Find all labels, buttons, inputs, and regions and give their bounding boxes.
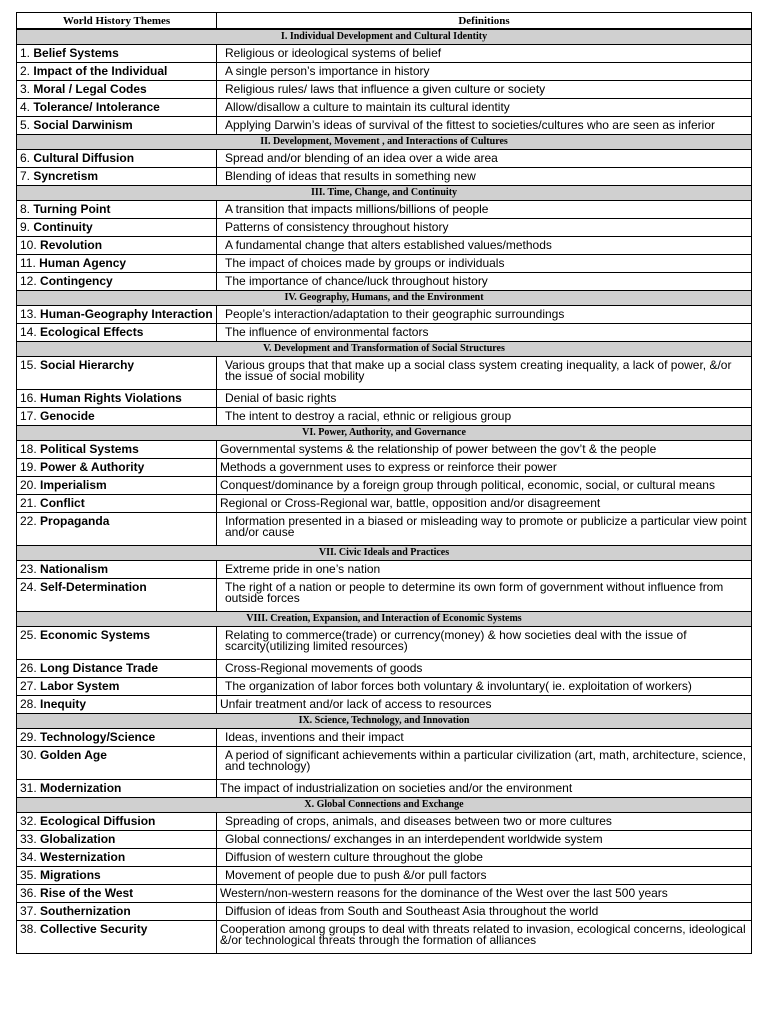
- theme-name: Impact of the Individual: [33, 64, 168, 78]
- definition-cell: The importance of chance/luck throughout history: [217, 273, 752, 291]
- section-title: IX. Science, Technology, and Innovation: [17, 714, 752, 729]
- theme-row: [17, 357, 752, 390]
- theme-cell: [17, 99, 217, 117]
- theme-row: [17, 660, 752, 678]
- definition-cell: A single person’s importance in history: [217, 63, 752, 81]
- theme-cell: [17, 903, 217, 921]
- theme-number: 36.: [20, 886, 37, 900]
- theme-cell: [17, 885, 217, 903]
- theme-cell: [17, 306, 217, 324]
- section-title: IV. Geography, Humans, and the Environment: [17, 291, 752, 306]
- definition-cell: Global connections/ exchanges in an interdependent worldwide system: [217, 831, 752, 849]
- theme-cell: [17, 780, 217, 798]
- theme-name: Collective Security: [40, 922, 148, 936]
- theme-cell: [17, 849, 217, 867]
- theme-name: Technology/Science: [40, 730, 156, 744]
- section-header-row: [17, 291, 752, 306]
- theme-row: [17, 579, 752, 612]
- definition-cell: Extreme pride in one’s nation: [217, 561, 752, 579]
- theme-row: [17, 495, 752, 513]
- theme-number: 14.: [20, 325, 37, 339]
- theme-name: Imperialism: [40, 478, 107, 492]
- theme-row: [17, 513, 752, 546]
- section-title: III. Time, Change, and Continuity: [17, 186, 752, 201]
- theme-cell: [17, 81, 217, 99]
- section-title: II. Development, Movement , and Interactions of Cultures: [17, 135, 752, 150]
- theme-name: Propaganda: [40, 514, 110, 528]
- theme-cell: [17, 201, 217, 219]
- theme-number: 28.: [20, 697, 37, 711]
- theme-cell: [17, 495, 217, 513]
- definition-cell: A period of significant achievements within a particular civilization (art, math, architecture, science, and technology): [217, 747, 752, 780]
- theme-row: [17, 921, 752, 954]
- theme-number: 23.: [20, 562, 37, 576]
- themes-document: [16, 12, 751, 954]
- theme-number: 16.: [20, 391, 37, 405]
- theme-row: [17, 849, 752, 867]
- theme-number: 13.: [20, 307, 37, 321]
- definition-cell: Spreading of crops, animals, and diseases between two or more cultures: [217, 813, 752, 831]
- theme-number: 5.: [20, 118, 31, 132]
- theme-name: Long Distance Trade: [40, 661, 159, 675]
- theme-row: [17, 477, 752, 495]
- theme-name: Human Agency: [39, 256, 127, 270]
- definition-cell: The organization of labor forces both voluntary & involuntary( ie. exploitation of workers): [217, 678, 752, 696]
- theme-number: 27.: [20, 679, 37, 693]
- theme-name: Ecological Diffusion: [40, 814, 156, 828]
- theme-number: 20.: [20, 478, 37, 492]
- theme-row: [17, 99, 752, 117]
- theme-name: Migrations: [40, 868, 101, 882]
- theme-column-header: World History Themes: [17, 13, 217, 30]
- theme-cell: [17, 921, 217, 954]
- definition-cell: Diffusion of ideas from South and Southeast Asia throughout the world: [217, 903, 752, 921]
- theme-row: [17, 219, 752, 237]
- theme-name: Syncretism: [33, 169, 99, 183]
- theme-cell: [17, 255, 217, 273]
- theme-name: Inequity: [40, 697, 87, 711]
- theme-number: 3.: [20, 82, 31, 96]
- definition-cell: Conquest/dominance by a foreign group through political, economic, social, or cultural means: [217, 477, 752, 495]
- section-title: VII. Civic Ideals and Practices: [17, 546, 752, 561]
- theme-number: 19.: [20, 460, 37, 474]
- theme-row: [17, 696, 752, 714]
- theme-row: [17, 273, 752, 291]
- header-row: [17, 13, 752, 30]
- theme-cell: [17, 729, 217, 747]
- theme-number: 33.: [20, 832, 37, 846]
- section-title: X. Global Connections and Exchange: [17, 798, 752, 813]
- theme-name: Turning Point: [33, 202, 111, 216]
- theme-number: 12.: [20, 274, 37, 288]
- definition-cell: The impact of industrialization on societies and/or the environment: [217, 780, 752, 798]
- theme-row: [17, 729, 752, 747]
- theme-name: Moral / Legal Codes: [33, 82, 147, 96]
- theme-number: 1.: [20, 46, 31, 60]
- theme-row: [17, 780, 752, 798]
- definition-cell: Blending of ideas that results in something new: [217, 168, 752, 186]
- theme-cell: [17, 219, 217, 237]
- theme-number: 18.: [20, 442, 37, 456]
- definition-cell: Religious or ideological systems of belief: [217, 45, 752, 63]
- theme-cell: [17, 45, 217, 63]
- definition-cell: A transition that impacts millions/billions of people: [217, 201, 752, 219]
- theme-cell: [17, 831, 217, 849]
- theme-number: 30.: [20, 748, 37, 762]
- theme-row: [17, 678, 752, 696]
- theme-row: [17, 324, 752, 342]
- theme-cell: [17, 678, 217, 696]
- definition-cell: Cooperation among groups to deal with threats related to invasion, ecological concerns, ideological &/or technological threats through the formation of alliances: [217, 921, 752, 954]
- theme-name: Economic Systems: [40, 628, 151, 642]
- theme-name: Genocide: [40, 409, 95, 423]
- theme-cell: [17, 117, 217, 135]
- definition-column-header: Definitions: [217, 13, 752, 30]
- definition-cell: Patterns of consistency throughout history: [217, 219, 752, 237]
- theme-cell: [17, 390, 217, 408]
- theme-name: Self-Determination: [40, 580, 147, 594]
- definition-cell: Applying Darwin’s ideas of survival of the fittest to societies/cultures who are seen as inferior: [217, 117, 752, 135]
- theme-number: 6.: [20, 151, 31, 165]
- definition-cell: The right of a nation or people to determine its own form of government without influence from outside forces: [217, 579, 752, 612]
- definition-cell: Various groups that that make up a social class system creating inequality, a lack of power, &/or the issue of social mobility: [217, 357, 752, 390]
- theme-row: [17, 237, 752, 255]
- section-header-row: [17, 29, 752, 45]
- theme-cell: [17, 513, 217, 546]
- theme-number: 2.: [20, 64, 31, 78]
- theme-name: Tolerance/ Intolerance: [33, 100, 160, 114]
- theme-row: [17, 831, 752, 849]
- theme-number: 17.: [20, 409, 37, 423]
- theme-row: [17, 561, 752, 579]
- theme-row: [17, 885, 752, 903]
- theme-name: Nationalism: [40, 562, 109, 576]
- theme-name: Rise of the West: [40, 886, 134, 900]
- section-header-row: [17, 714, 752, 729]
- section-header-row: [17, 426, 752, 441]
- section-title: VI. Power, Authority, and Governance: [17, 426, 752, 441]
- theme-number: 10.: [20, 238, 37, 252]
- theme-cell: [17, 441, 217, 459]
- theme-number: 37.: [20, 904, 37, 918]
- theme-number: 8.: [20, 202, 31, 216]
- theme-number: 25.: [20, 628, 37, 642]
- theme-cell: [17, 696, 217, 714]
- theme-row: [17, 408, 752, 426]
- section-title: I. Individual Development and Cultural Identity: [17, 29, 752, 45]
- theme-cell: [17, 477, 217, 495]
- section-title: VIII. Creation, Expansion, and Interaction of Economic Systems: [17, 612, 752, 627]
- section-header-row: [17, 186, 752, 201]
- definition-cell: A fundamental change that alters established values/methods: [217, 237, 752, 255]
- theme-cell: [17, 357, 217, 390]
- theme-number: 15.: [20, 358, 37, 372]
- theme-row: [17, 813, 752, 831]
- theme-name: Continuity: [33, 220, 93, 234]
- definition-cell: Methods a government uses to express or reinforce their power: [217, 459, 752, 477]
- theme-row: [17, 441, 752, 459]
- section-title: V. Development and Transformation of Social Structures: [17, 342, 752, 357]
- theme-name: Contingency: [40, 274, 113, 288]
- theme-row: [17, 150, 752, 168]
- theme-cell: [17, 168, 217, 186]
- theme-row: [17, 63, 752, 81]
- theme-number: 7.: [20, 169, 31, 183]
- theme-number: 32.: [20, 814, 37, 828]
- section-header-row: [17, 135, 752, 150]
- theme-cell: [17, 627, 217, 660]
- section-header-row: [17, 342, 752, 357]
- definition-cell: Cross-Regional movements of goods: [217, 660, 752, 678]
- theme-name: Political Systems: [40, 442, 139, 456]
- theme-number: 22.: [20, 514, 37, 528]
- definition-cell: Relating to commerce(trade) or currency(money) & how societies deal with the issue of scarcity(utilizing limited resources): [217, 627, 752, 660]
- theme-cell: [17, 150, 217, 168]
- section-header-row: [17, 798, 752, 813]
- theme-name: Westernization: [40, 850, 126, 864]
- definition-cell: Movement of people due to push &/or pull factors: [217, 867, 752, 885]
- theme-number: 29.: [20, 730, 37, 744]
- theme-cell: [17, 747, 217, 780]
- section-header-row: [17, 612, 752, 627]
- definition-cell: Governmental systems & the relationship of power between the gov’t & the people: [217, 441, 752, 459]
- theme-row: [17, 390, 752, 408]
- theme-number: 38.: [20, 922, 37, 936]
- theme-row: [17, 459, 752, 477]
- theme-row: [17, 168, 752, 186]
- theme-row: [17, 81, 752, 99]
- definition-cell: Unfair treatment and/or lack of access to resources: [217, 696, 752, 714]
- theme-name: Social Hierarchy: [40, 358, 135, 372]
- theme-cell: [17, 63, 217, 81]
- definition-cell: Denial of basic rights: [217, 390, 752, 408]
- definition-cell: People’s interaction/adaptation to their geographic surroundings: [217, 306, 752, 324]
- definition-cell: Religious rules/ laws that influence a given culture or society: [217, 81, 752, 99]
- theme-cell: [17, 660, 217, 678]
- theme-cell: [17, 273, 217, 291]
- theme-cell: [17, 459, 217, 477]
- theme-number: 34.: [20, 850, 37, 864]
- theme-row: [17, 201, 752, 219]
- theme-name: Revolution: [40, 238, 103, 252]
- theme-row: [17, 867, 752, 885]
- theme-name: Power & Authority: [40, 460, 145, 474]
- theme-name: Cultural Diffusion: [33, 151, 135, 165]
- theme-number: 26.: [20, 661, 37, 675]
- theme-cell: [17, 813, 217, 831]
- definition-cell: Ideas, inventions and their impact: [217, 729, 752, 747]
- theme-name: Globalization: [40, 832, 116, 846]
- theme-number: 35.: [20, 868, 37, 882]
- theme-row: [17, 255, 752, 273]
- theme-cell: [17, 324, 217, 342]
- theme-name: Conflict: [40, 496, 85, 510]
- theme-row: [17, 627, 752, 660]
- theme-row: [17, 45, 752, 63]
- definition-cell: Allow/disallow a culture to maintain its cultural identity: [217, 99, 752, 117]
- definition-cell: The influence of environmental factors: [217, 324, 752, 342]
- definition-cell: Western/non-western reasons for the dominance of the West over the last 500 years: [217, 885, 752, 903]
- theme-cell: [17, 579, 217, 612]
- definition-cell: Spread and/or blending of an idea over a wide area: [217, 150, 752, 168]
- definition-cell: Regional or Cross-Regional war, battle, opposition and/or disagreement: [217, 495, 752, 513]
- themes-table-body: [17, 29, 752, 954]
- definition-cell: Diffusion of western culture throughout the globe: [217, 849, 752, 867]
- theme-cell: [17, 237, 217, 255]
- theme-row: [17, 747, 752, 780]
- theme-name: Belief Systems: [33, 46, 119, 60]
- section-header-row: [17, 546, 752, 561]
- theme-number: 21.: [20, 496, 37, 510]
- theme-row: [17, 306, 752, 324]
- definition-cell: The impact of choices made by groups or individuals: [217, 255, 752, 273]
- theme-name: Ecological Effects: [40, 325, 144, 339]
- theme-name: Social Darwinism: [33, 118, 133, 132]
- theme-number: 24.: [20, 580, 37, 594]
- theme-name: Golden Age: [40, 748, 107, 762]
- theme-row: [17, 903, 752, 921]
- theme-name: Labor System: [40, 679, 120, 693]
- theme-name: Human Rights Violations: [40, 391, 182, 405]
- theme-number: 11.: [20, 256, 36, 270]
- definition-cell: Information presented in a biased or misleading way to promote or publicize a particular view point and/or cause: [217, 513, 752, 546]
- themes-table: [16, 12, 752, 954]
- theme-cell: [17, 867, 217, 885]
- theme-number: 31.: [20, 781, 37, 795]
- theme-row: [17, 117, 752, 135]
- theme-name: Human-Geography Interaction: [40, 307, 213, 321]
- theme-cell: [17, 561, 217, 579]
- theme-cell: [17, 408, 217, 426]
- theme-number: 4.: [20, 100, 31, 114]
- theme-name: Modernization: [40, 781, 122, 795]
- theme-number: 9.: [20, 220, 31, 234]
- definition-cell: The intent to destroy a racial, ethnic or religious group: [217, 408, 752, 426]
- theme-name: Southernization: [40, 904, 131, 918]
